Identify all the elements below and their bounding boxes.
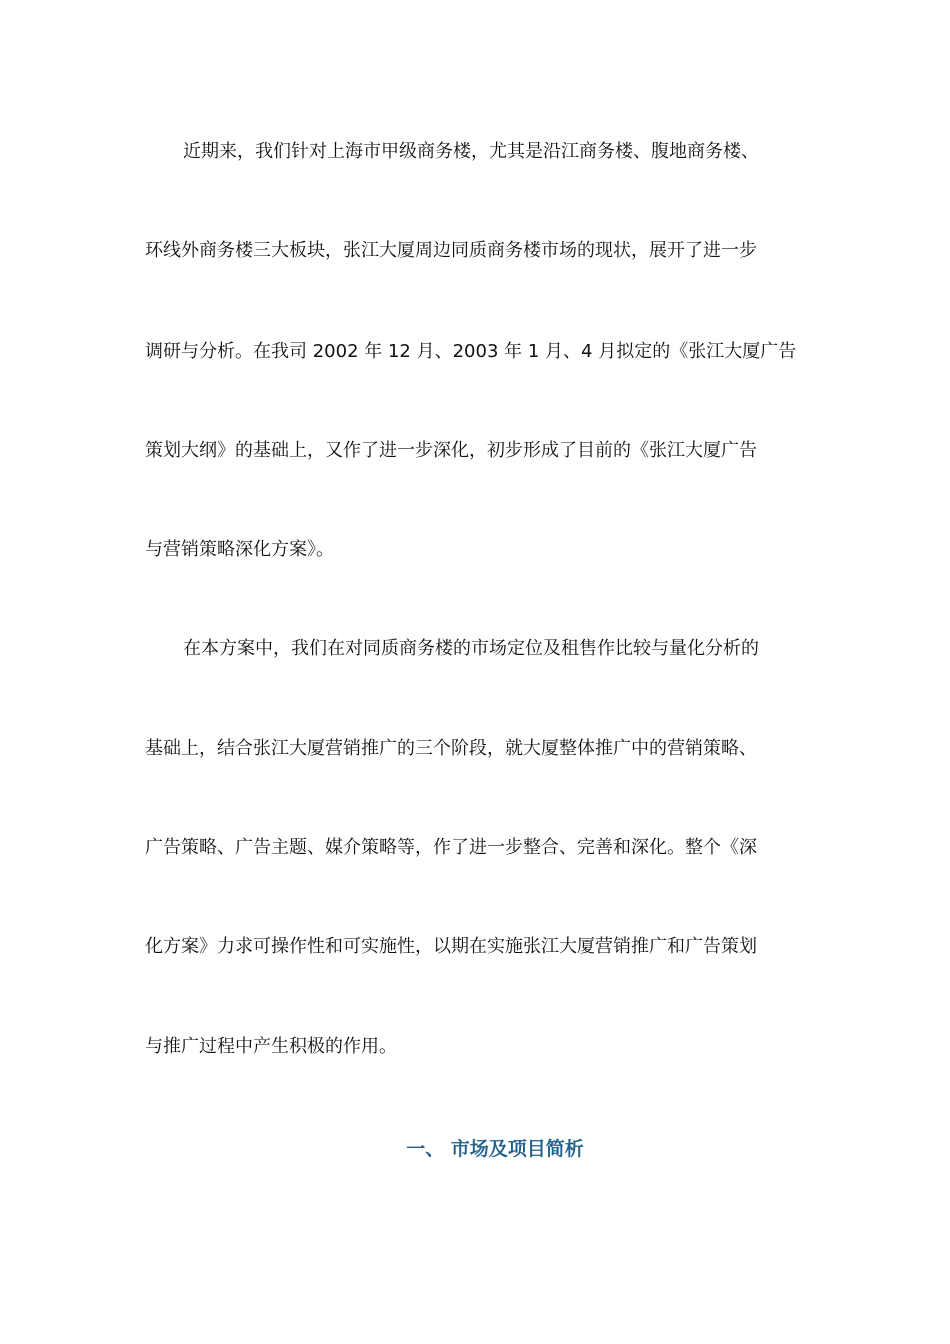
- section-heading: 一、 市场及项目简析: [406, 1138, 584, 1160]
- paragraph-2-line-2: 基础上，结合张江大厦营销推广的三个阶段，就大厦整体推广中的营销策略、: [145, 738, 757, 759]
- paragraph-1-line-4: 策划大纲》的基础上，又作了进一步深化，初步形成了目前的《张江大厦广告: [145, 440, 757, 461]
- paragraph-2-line-1: 在本方案中，我们在对同质商务楼的市场定位及租售作比较与量化分析的: [183, 638, 759, 659]
- paragraph-2-line-5: 与推广过程中产生积极的作用。: [145, 1036, 397, 1057]
- paragraph-2-line-3: 广告策略、广告主题、媒介策略等，作了进一步整合、完善和深化。整个《深: [145, 837, 757, 858]
- paragraph-1-line-3: 调研与分析。在我司 2002 年 12 月、2003 年 1 月、4 月拟定的《张江大厦广告: [145, 341, 797, 362]
- paragraph-1-line-5: 与营销策略深化方案》。: [145, 539, 334, 560]
- paragraph-1-line-1: 近期来，我们针对上海市甲级商务楼，尤其是沿江商务楼、腹地商务楼、: [183, 141, 759, 162]
- paragraph-1-line-2: 环线外商务楼三大板块，张江大厦周边同质商务楼市场的现状，展开了进一步: [145, 240, 757, 261]
- paragraph-2-line-4: 化方案》力求可操作性和可实施性，以期在实施张江大厦营销推广和广告策划: [145, 936, 757, 957]
